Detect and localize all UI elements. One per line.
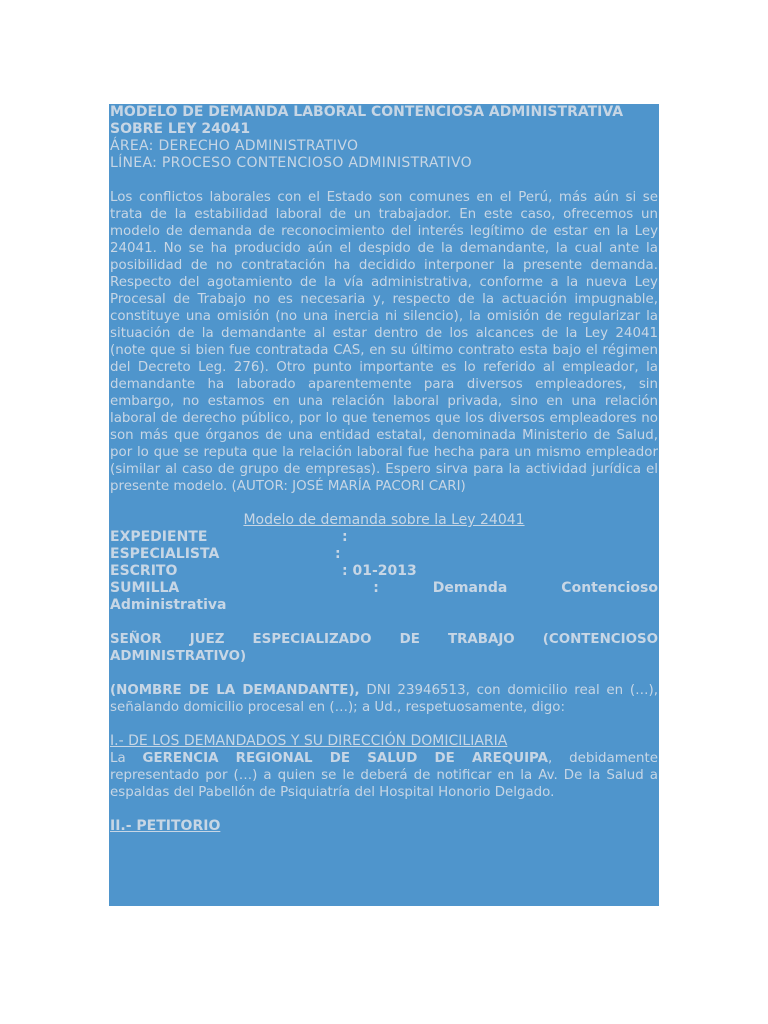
plaintiff-name: (NOMBRE DE LA DEMANDANTE),	[110, 683, 360, 698]
sumilla-row	[110, 580, 658, 614]
area-line: ÁREA: DERECHO ADMINISTRATIVO	[110, 138, 359, 154]
document-page	[109, 104, 659, 906]
sumilla-label: SUMILLA	[110, 580, 180, 596]
section-1-title: I.- DE LOS DEMANDADOS Y SU DIRECCIÓN DOMICILIARIA	[110, 733, 508, 749]
especialista-row	[110, 546, 658, 563]
plaintiff-paragraph	[110, 682, 658, 716]
document-title-line-1: MODELO DE DEMANDA LABORAL CONTENCIOSA ADMINISTRATIVA	[110, 104, 624, 120]
section-1-entity: GERENCIA REGIONAL DE SALUD DE AREQUIPA	[142, 751, 549, 766]
expediente-label: EXPEDIENTE	[110, 529, 208, 545]
sumilla-colon: :	[373, 580, 379, 596]
sumilla-word-3: Administrativa	[110, 597, 227, 613]
expediente-row	[110, 529, 658, 546]
section-1-text: , debidamente representado por (…) a quien se le deberá de notificar en la Av. De la Salud a espaldas del Pabellón de Psiquiatría del Hospital Honorio Delgado.	[110, 751, 658, 800]
sumilla-word-1: Demanda	[432, 580, 508, 596]
section-1-paragraph	[110, 750, 658, 801]
plaintiff-text: DNI 23946513, con domicilio real en (…), señalando domicilio procesal en (…); a Ud., respetuosamente, digo:	[110, 683, 658, 715]
document-body	[109, 104, 659, 835]
escrito-value: : 01-2013	[342, 563, 417, 579]
intro-paragraph: Los conflictos laborales con el Estado son comunes en el Perú, más aún si se trata de la estabilidad laboral de un trabajador. En este caso, ofrecemos un modelo de demanda de reconocimiento del interés legítimo de estar en la Ley 24041. No se ha producido aún el despido de la demandante, la cual ante la posibilidad de no contratación ha decidido interponer la presente demanda. Respecto del agotamiento de la vía administrativa, conforme a la nueva Ley Procesal de Trabajo no es necesaria y, respecto de la actuación impugnable, constituye una omisión (no una inercia ni silencio), la omisión de regularizar la situación de la demandante al estar dentro de los alcances de la Ley 24041 (note que si bien fue contratada CAS, en su último contrato esta bajo el régimen del Decreto Leg. 276). Otro punto importante es lo referido al empleador, la demandante ha laborado aparentemente para diversos empleadores, sin embargo, no estamos en una relación laboral privada, sino en una relación laboral de derecho público, por lo que tenemos que los diversos empleadores no son más que órganos de una entidad estatal, denominada Ministerio de Salud, por lo que se reputa que la relación laboral fue hecha para un mismo empleador (similar al caso de grupo de empresas). Espero sirva para la actividad jurídica el presente modelo. (AUTOR: JOSÉ MARÍA PACORI CARI)	[110, 190, 658, 494]
section-1-pre: La	[110, 751, 143, 766]
model-title: Modelo de demanda sobre la Ley 24041	[243, 512, 525, 528]
sumilla-word-2: Contencioso	[561, 580, 658, 596]
case-fields	[110, 529, 658, 614]
especialista-label: ESPECIALISTA	[110, 546, 220, 562]
document-title-line-2: SOBRE LEY 24041	[110, 121, 251, 137]
expediente-colon: :	[342, 529, 348, 545]
section-2-title: II.- PETITORIO	[110, 818, 221, 834]
escrito-label: ESCRITO	[110, 563, 178, 579]
linea-line: LÍNEA: PROCESO CONTENCIOSO ADMINISTRATIVO	[110, 155, 472, 171]
especialista-colon: :	[335, 546, 341, 562]
escrito-row	[110, 563, 658, 580]
addressee: SEÑOR JUEZ ESPECIALIZADO DE TRABAJO (CONTENCIOSO ADMINISTRATIVO)	[110, 632, 658, 664]
